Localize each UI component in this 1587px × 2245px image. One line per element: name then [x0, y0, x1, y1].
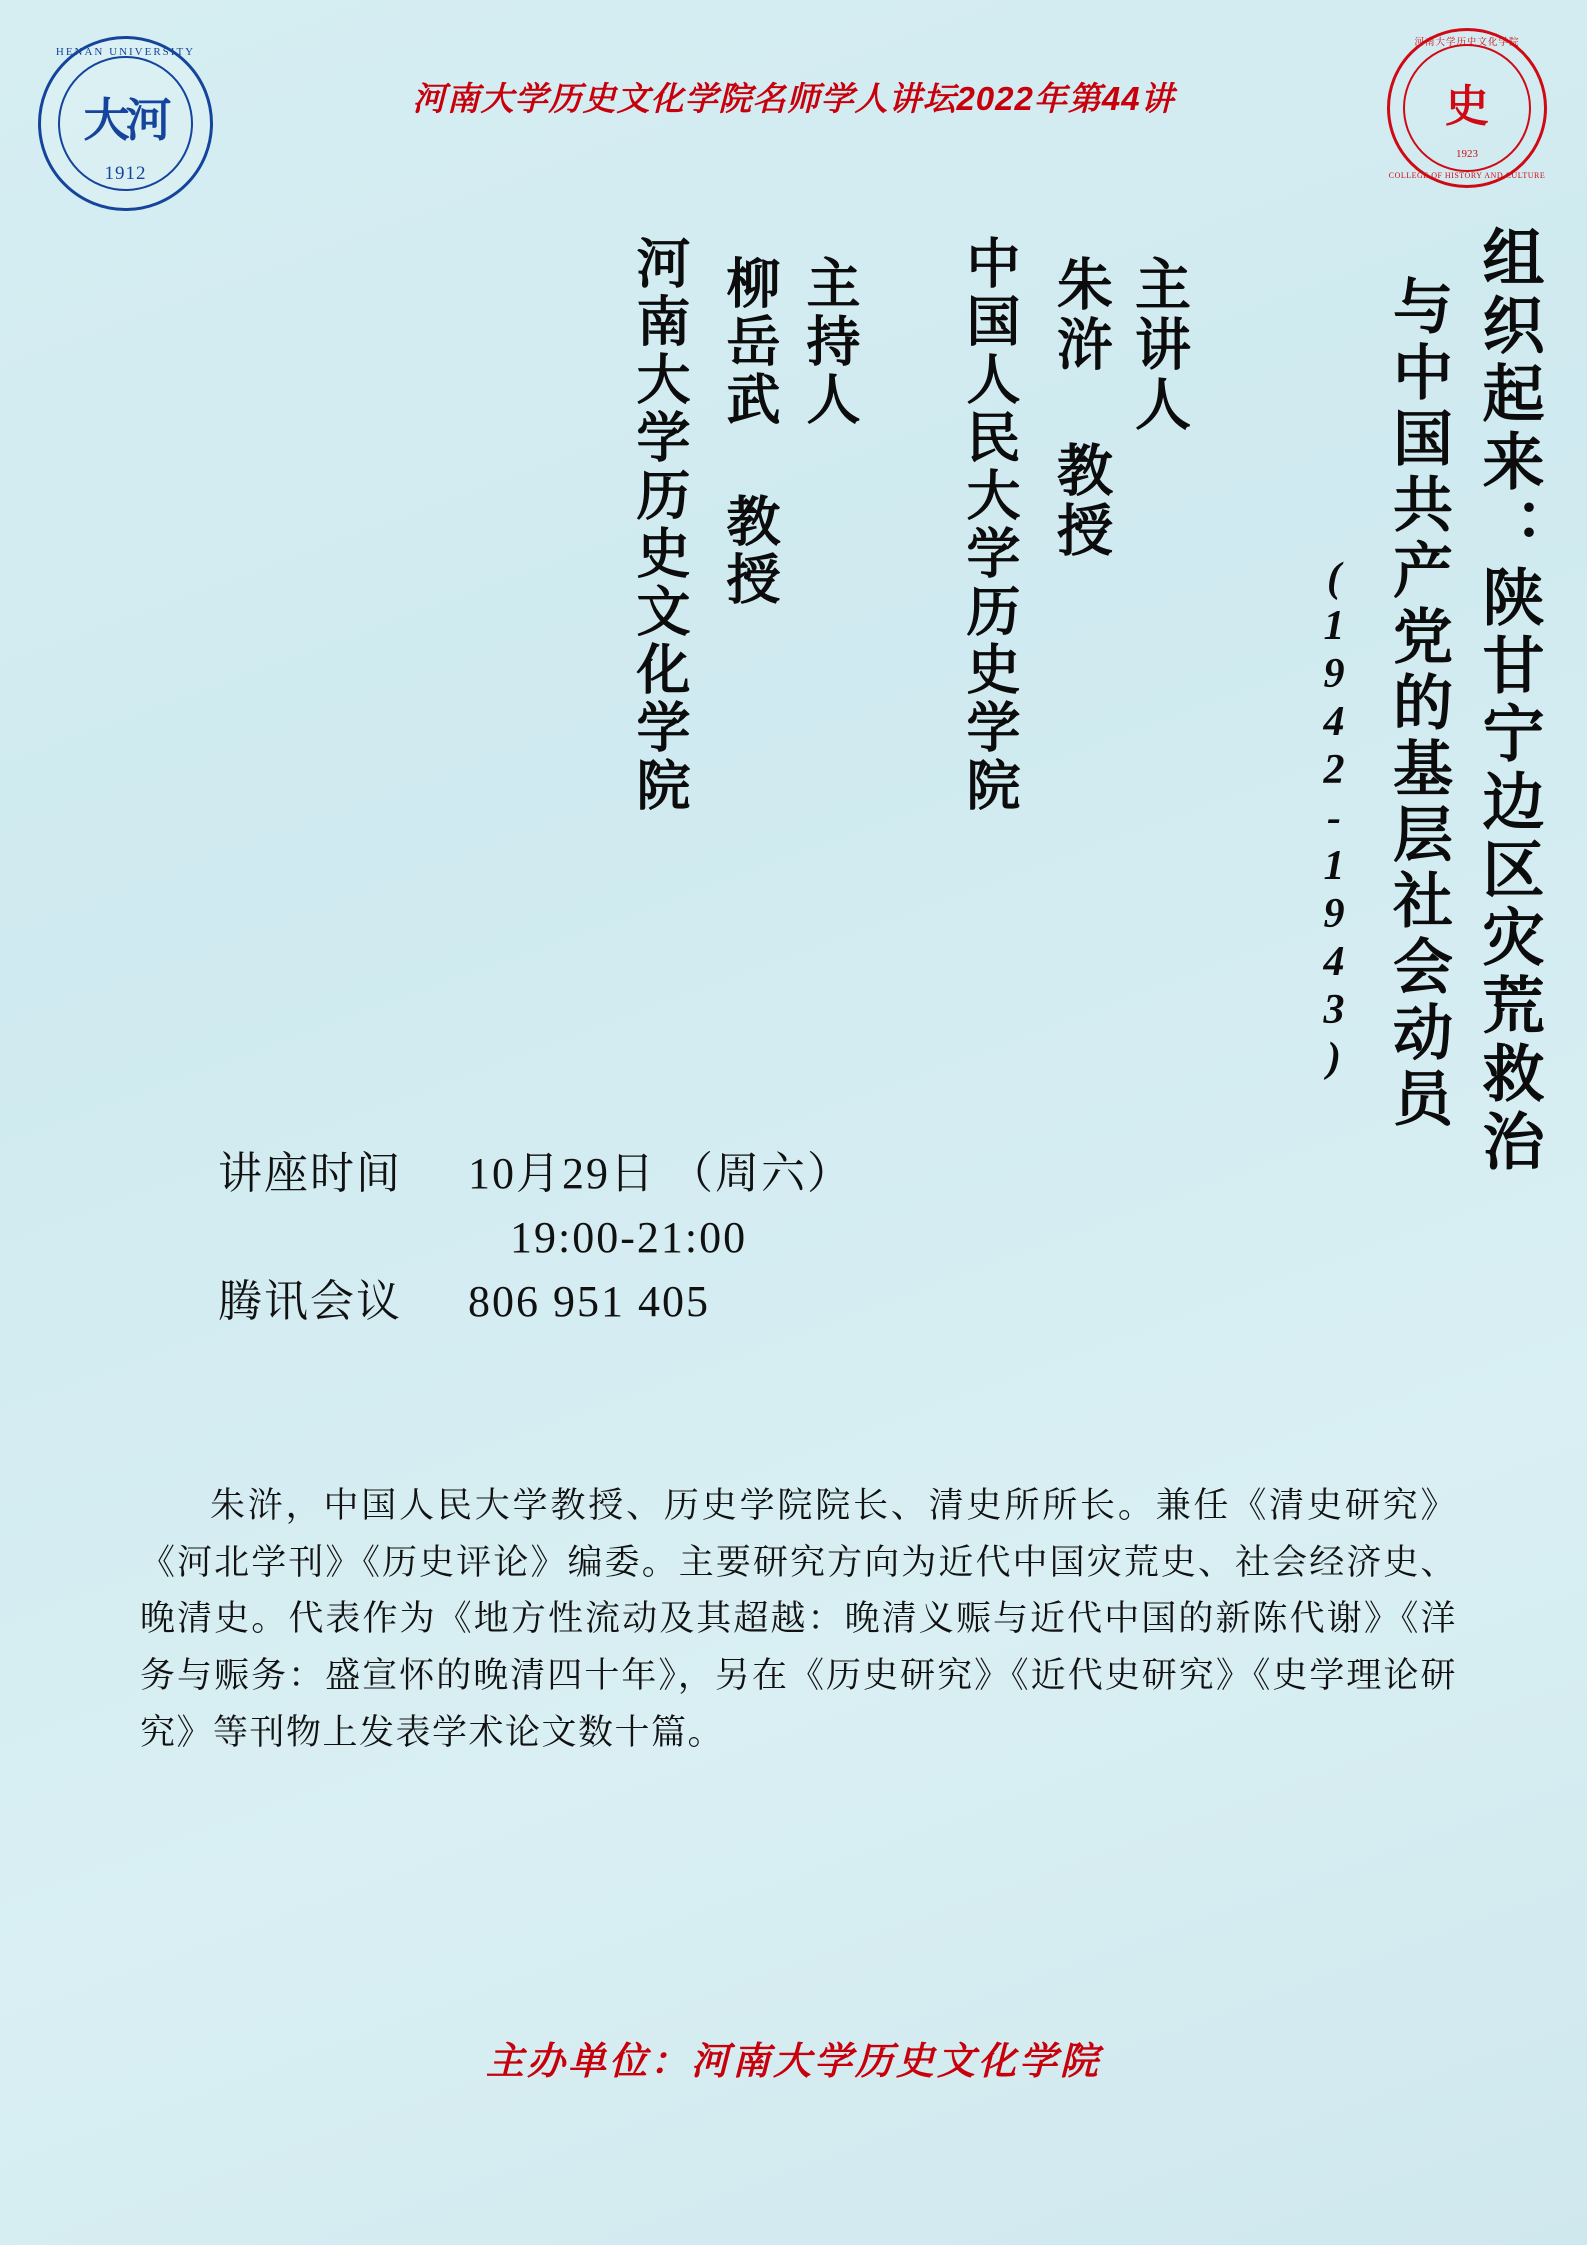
- lecture-time-clock: 19:00-21:00: [510, 1212, 748, 1262]
- seal-arc-text-top: 河南大学历史文化学院: [1414, 38, 1520, 48]
- lecture-time-row: [218, 1142, 1368, 1206]
- seal-arc-text: HENAN UNIVERSITY: [55, 46, 196, 58]
- organizer-footer: 主办单位：河南大学历史文化学院: [485, 2041, 1101, 2083]
- lecture-time-label: 讲座时间: [218, 1149, 402, 1198]
- seal-arc-text-bottom: COLLEGE OF HISTORY AND CULTURE: [1388, 171, 1546, 180]
- speaker-label: 主讲人: [1127, 255, 1189, 435]
- lecture-title-line2: 与中国共产党的基层社会动员: [1385, 275, 1451, 1133]
- seal-year: 1912: [104, 163, 147, 184]
- lecture-title-line1: 组织起来：陕甘宁边区灾荒救治: [1473, 225, 1541, 1177]
- meeting-label: 腾讯会议: [218, 1276, 402, 1326]
- host-affiliation: 河南大学历史文化学院: [629, 235, 689, 815]
- meeting-id: 806 951 405: [468, 1276, 710, 1326]
- speaker-bio: 朱浒，中国人民大学教授、历史学院院长、清史所所长。兼任《清史研究》《河北学刊》《历史评论》编委。主要研究方向为近代中国灾荒史、社会经济史、晚清史。代表作为《地方性流动及其超越：晚清义赈与近代中国的新陈代谢》《洋务与赈务：盛宣怀的晚清四十年》，另在《历史研究》《近代史研究》《史学理论研究》等刊物上发表学术论文数十篇。: [140, 1486, 1457, 1752]
- host-label: 主持人: [799, 255, 859, 429]
- seal-year: 1923: [1456, 148, 1478, 160]
- speaker-name: 朱浒 教授: [1049, 255, 1111, 561]
- poster-header: [0, 18, 1587, 218]
- college-of-history-seal-icon: [1387, 28, 1547, 188]
- speaker-affiliation: 中国人民大学历史学院: [959, 235, 1019, 815]
- seal-character: 史: [1445, 82, 1489, 131]
- meeting-row: [218, 1270, 1368, 1334]
- seal-character: 大河: [83, 95, 168, 146]
- henan-university-seal-icon: [38, 36, 213, 211]
- lecture-title-years: (1942-1943): [1311, 555, 1357, 1083]
- lecture-info-block: [218, 1142, 1368, 1333]
- series-title: 河南大学历史文化学院名师学人讲坛2022年第44讲: [412, 80, 1175, 117]
- host-name: 柳岳武 教授: [719, 255, 779, 609]
- lecture-time-date: 10月29日 （周六）: [468, 1149, 853, 1198]
- lecture-time-clock-row: [218, 1206, 1368, 1270]
